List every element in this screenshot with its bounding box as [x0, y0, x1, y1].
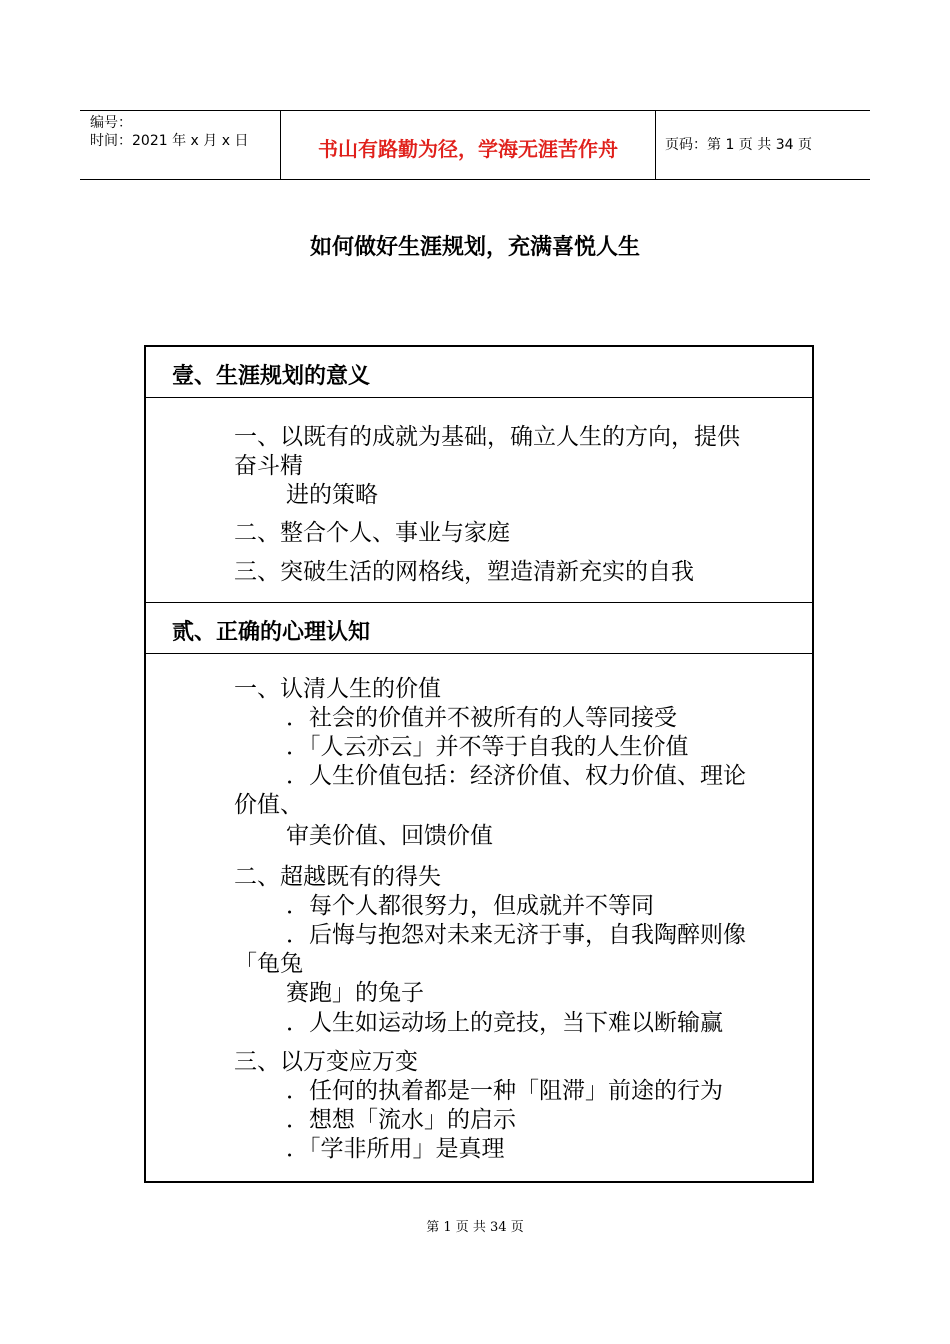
list-item: 二、超越既有的得失	[234, 864, 441, 890]
bullet-item: ．每个人都很努力，但成就并不等同	[286, 893, 654, 919]
list-item-continuation: 奋斗精	[234, 453, 303, 479]
list-item: 一、以既有的成就为基础，确立人生的方向，提供	[234, 424, 740, 450]
bullet-item: ．「学非所用」是真理	[286, 1136, 505, 1162]
bullet-continuation: 赛跑」的兔子	[286, 980, 424, 1006]
document-title: 如何做好生涯规划，充满喜悦人生	[309, 235, 640, 260]
header-page-cell	[655, 111, 870, 179]
header-info-cell	[80, 111, 280, 179]
bullet-continuation: 价值、	[234, 792, 303, 818]
bullet-item: ．任何的执着都是一种「阻滞」前途的行为	[286, 1078, 723, 1104]
list-item: 三、突破生活的网格线，塑造清新充实的自我	[234, 559, 694, 585]
bullet-continuation: 审美价值、回馈价值	[286, 823, 493, 849]
list-item: 三、以万变应万变	[234, 1049, 418, 1075]
bullet-item: ．人生价值包括：经济价值、权力价值、理论	[286, 763, 746, 789]
header-motto-cell	[280, 111, 656, 179]
bullet-continuation: 「龟兔	[234, 951, 303, 977]
motto: 书山有路勤为径，学海无涯苦作舟	[318, 137, 618, 161]
bullet-item: ．人生如运动场上的竞技，当下难以断输赢	[286, 1010, 723, 1036]
page-footer: 第 1 页 共 34 页	[426, 1220, 524, 1235]
bullet-item: ．「人云亦云」并不等于自我的人生价值	[286, 734, 689, 760]
page-label: 页码：第 1 页 共 34 页	[665, 137, 812, 153]
number-label: 编号：	[90, 115, 132, 131]
section-heading	[146, 602, 812, 654]
list-item: 二、整合个人、事业与家庭	[234, 520, 510, 546]
time-label: 时间：2021 年 x 月 x 日	[90, 133, 249, 149]
header-table	[80, 110, 870, 180]
list-item-continuation: 进的策略	[286, 482, 378, 508]
content-box	[144, 345, 814, 1183]
bullet-item: ．后悔与抱怨对未来无济于事，自我陶醉则像	[286, 922, 746, 948]
section-heading-text: 贰、正确的心理认知	[172, 620, 371, 645]
bullet-item: ．社会的价值并不被所有的人等同接受	[286, 705, 677, 731]
section-heading	[146, 347, 812, 398]
section-heading-text: 壹、生涯规划的意义	[172, 364, 371, 389]
list-item: 一、认清人生的价值	[234, 676, 441, 702]
bullet-item: ．想想「流水」的启示	[286, 1107, 516, 1133]
